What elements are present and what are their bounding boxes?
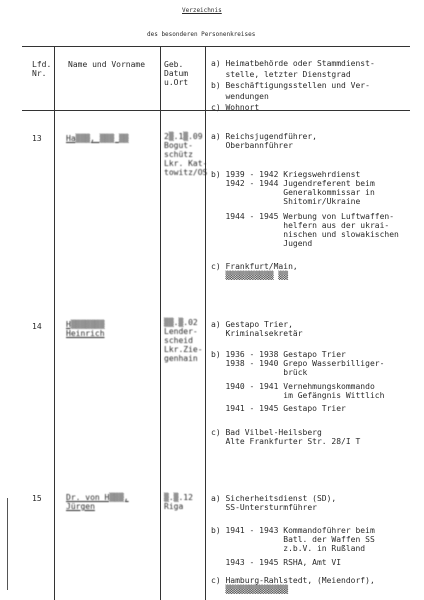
column-divider-1 xyxy=(54,46,55,600)
document-subtitle: des besonderen Personenkreises xyxy=(147,31,256,38)
row-15-b: b) 1941 - 1943 Kommandoführer beim Batl. der Waffen SS z.b.V. in Rußland xyxy=(211,526,375,553)
row-13-birth: 2▒.1▒.09 Bogut- schütz Lkr. Kat- towitz/OS xyxy=(164,132,208,177)
row-15-c: c) Hamburg-Rahlstedt, (Meiendorf), ▒▒▒▒▒▒▒▒▒▒▒▒▒ xyxy=(211,576,375,594)
row-13-c: c) Frankfurt/Main, ▒▒▒▒▒▒▒▒▒▒ ▒▒ xyxy=(211,262,298,280)
row-13-b2: 1944 - 1945 Werbung von Luftwaffen- helfern aus der ukrai- nischen und slowakischen Jugend xyxy=(225,212,399,248)
column-divider-2 xyxy=(160,46,161,600)
table-top-rule xyxy=(22,46,410,47)
header-details: a) Heimatbehörde oder Stammdienst- stelle, letzter Dienstgrad b) Beschäftigungsstellen und Ver- wendungen c) Wohnort xyxy=(211,59,375,112)
row-14-b: b) 1936 - 1938 Gestapo Trier 1938 - 1940 Grepo Wasserbilliger- brück xyxy=(211,350,385,377)
header-birth: Geb. Datum u.Ort xyxy=(164,60,189,87)
row-13-b: b) 1939 - 1942 Kriegswehrdienst 1942 - 1944 Jugendreferent beim Generalkommissar in Shitomir/Ukraine xyxy=(211,170,375,206)
row-14-b3: 1941 - 1945 Gestapo Trier xyxy=(211,404,346,413)
header-number: Lfd. Nr. xyxy=(32,60,52,78)
row-15-birth: ▒.▒.12 Riga xyxy=(164,493,193,511)
row-15-name: Dr. von H▒▒▒, Jürgen xyxy=(66,493,129,511)
row-14-a: a) Gestapo Trier, Kriminalsekretär xyxy=(211,320,303,338)
row-14-name: H▒▒▒▒▒▒▒ Heinrich xyxy=(66,320,105,338)
row-14-number: 14 xyxy=(32,322,42,331)
row-14-birth: ▒▒.▒.02 Lender- scheid Lkr.Zie- genhain xyxy=(164,318,203,363)
row-13-number: 13 xyxy=(32,134,42,143)
header-name: Name und Vorname xyxy=(68,60,146,69)
row-14-b2: 1940 - 1941 Vernehmungskommando im Gefängnis Wittlich xyxy=(225,382,385,400)
document-title: Verzeichnis xyxy=(182,7,222,14)
column-divider-3 xyxy=(205,46,206,600)
margin-mark xyxy=(7,498,8,590)
row-13-a: a) Reichsjugendführer, Oberbannführer xyxy=(211,132,317,150)
row-15-b2: 1943 - 1945 RSHA, Amt VI xyxy=(211,558,342,567)
row-15-a: a) Sicherheitsdienst (SD), SS-Untersturmführer xyxy=(211,494,337,512)
row-15-number: 15 xyxy=(32,494,42,503)
row-13-name: Ha▒▒▒, ▒▒▒ ▒▒ xyxy=(66,134,129,143)
row-14-c: c) Bad Vilbel-Heilsberg Alte Frankfurter Str. 28/I T xyxy=(211,428,361,446)
